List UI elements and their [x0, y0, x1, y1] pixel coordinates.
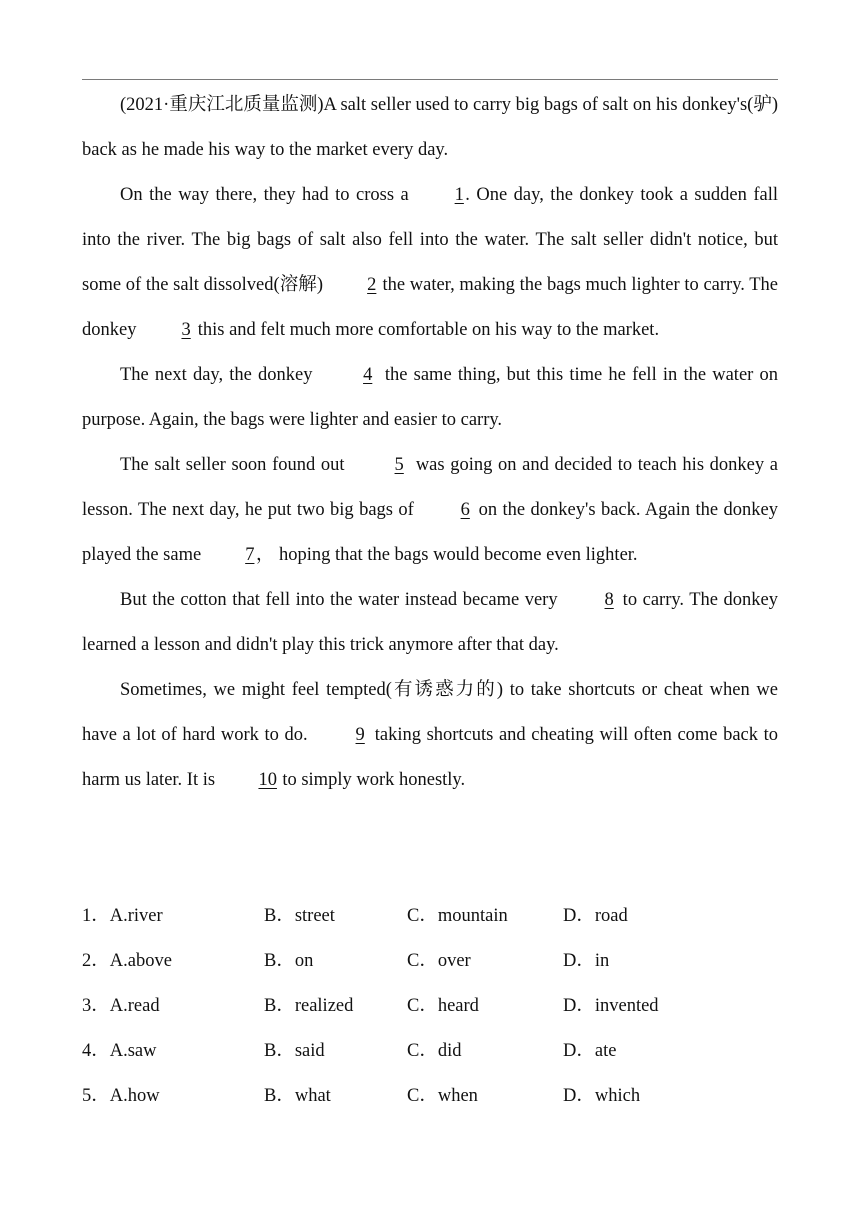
paragraph-text: the water, making the bags much lighter to carry. The donkey — [82, 275, 779, 340]
paragraph-text: this and felt much more comfortable on his way to the market. — [193, 320, 660, 340]
blank-6: 6 — [460, 500, 470, 520]
option-c: C．when — [407, 1086, 478, 1106]
option-b: B．street — [264, 906, 335, 926]
blank-2: 2 — [367, 275, 377, 295]
header-rule — [82, 79, 778, 80]
option-row-4 — [82, 1029, 778, 1074]
blank-10: 10 — [258, 770, 277, 790]
paragraph-text: . One day, the donkey took a sudden fall into the river. The big bags of salt also fell into the water. The salt seller didn't notice, but some of the salt dissolved(溶解) — [82, 185, 778, 295]
option-a: 1．A.river — [82, 906, 163, 926]
paragraph-6 — [82, 668, 778, 803]
option-c: C．over — [407, 951, 471, 971]
option-a: 2．A.above — [82, 951, 172, 971]
option-b: B．realized — [264, 996, 354, 1016]
option-d: D．which — [563, 1086, 641, 1106]
paragraph-4 — [82, 443, 778, 578]
paragraph-1 — [82, 83, 778, 173]
blank-3: 3 — [181, 320, 191, 340]
paragraph-text: was going on and decided to teach his donkey a lesson. The next day, he put two big bags of — [82, 455, 778, 520]
option-a: 5．A.how — [82, 1086, 160, 1106]
option-row-1 — [82, 894, 778, 939]
paragraph-text: to simply work honestly. — [277, 770, 466, 790]
blank-5: 5 — [394, 455, 404, 475]
paragraph-text: to carry. The donkey learned a lesson and didn't play this trick anymore after that day. — [82, 590, 778, 655]
option-c: C．did — [407, 1041, 462, 1061]
paragraph-text: But the cotton that fell into the water instead became very — [120, 590, 564, 610]
blank-7: 7 — [245, 545, 255, 565]
option-c: C．mountain — [407, 906, 508, 926]
option-d: D．ate — [563, 1041, 617, 1061]
paragraph-text: Sometimes, we might feel tempted(有诱惑力的) to take shortcuts or cheat when we have a lot of hard work to do. — [82, 680, 778, 745]
paragraph-text: The salt seller soon found out — [120, 455, 351, 475]
option-a: 3．A.read — [82, 996, 160, 1016]
blank-1: 1 — [454, 185, 464, 205]
option-row-3 — [82, 984, 778, 1029]
paragraph-text: On the way there, they had to cross a — [120, 185, 416, 205]
paragraph-text: ， hoping that the bags would become even lighter. — [255, 545, 638, 565]
cloze-passage — [82, 83, 778, 803]
option-d: D．in — [563, 951, 610, 971]
option-b: B．on — [264, 951, 314, 971]
paragraph-2 — [82, 173, 778, 353]
option-d: D．road — [563, 906, 628, 926]
paragraph-text: on the donkey's back. Again the donkey played the same — [82, 500, 778, 565]
paragraph-text: The next day, the donkey — [120, 365, 319, 385]
option-d: D．invented — [563, 996, 659, 1016]
blank-8: 8 — [604, 590, 614, 610]
option-b: B．said — [264, 1041, 325, 1061]
paragraph-5 — [82, 578, 778, 668]
option-b: B．what — [264, 1086, 331, 1106]
option-a: 4．A.saw — [82, 1041, 157, 1061]
paragraph-text: taking shortcuts and cheating will often come back to harm us later. It is — [82, 725, 778, 790]
option-c: C．heard — [407, 996, 479, 1016]
paragraph-text: the same thing, but this time he fell in the water on purpose. Again, the bags were lighter and easier to carry. — [82, 365, 778, 430]
blank-4: 4 — [363, 365, 373, 385]
paragraph-3 — [82, 353, 778, 443]
answer-options — [82, 894, 778, 1119]
option-row-2 — [82, 939, 778, 984]
blank-9: 9 — [355, 725, 365, 745]
paragraph-text: (2021·重庆江北质量监测)A salt seller used to carry big bags of salt on his donkey's(驴) back as he made his way to the market every day. — [82, 95, 778, 160]
option-row-5 — [82, 1074, 778, 1119]
